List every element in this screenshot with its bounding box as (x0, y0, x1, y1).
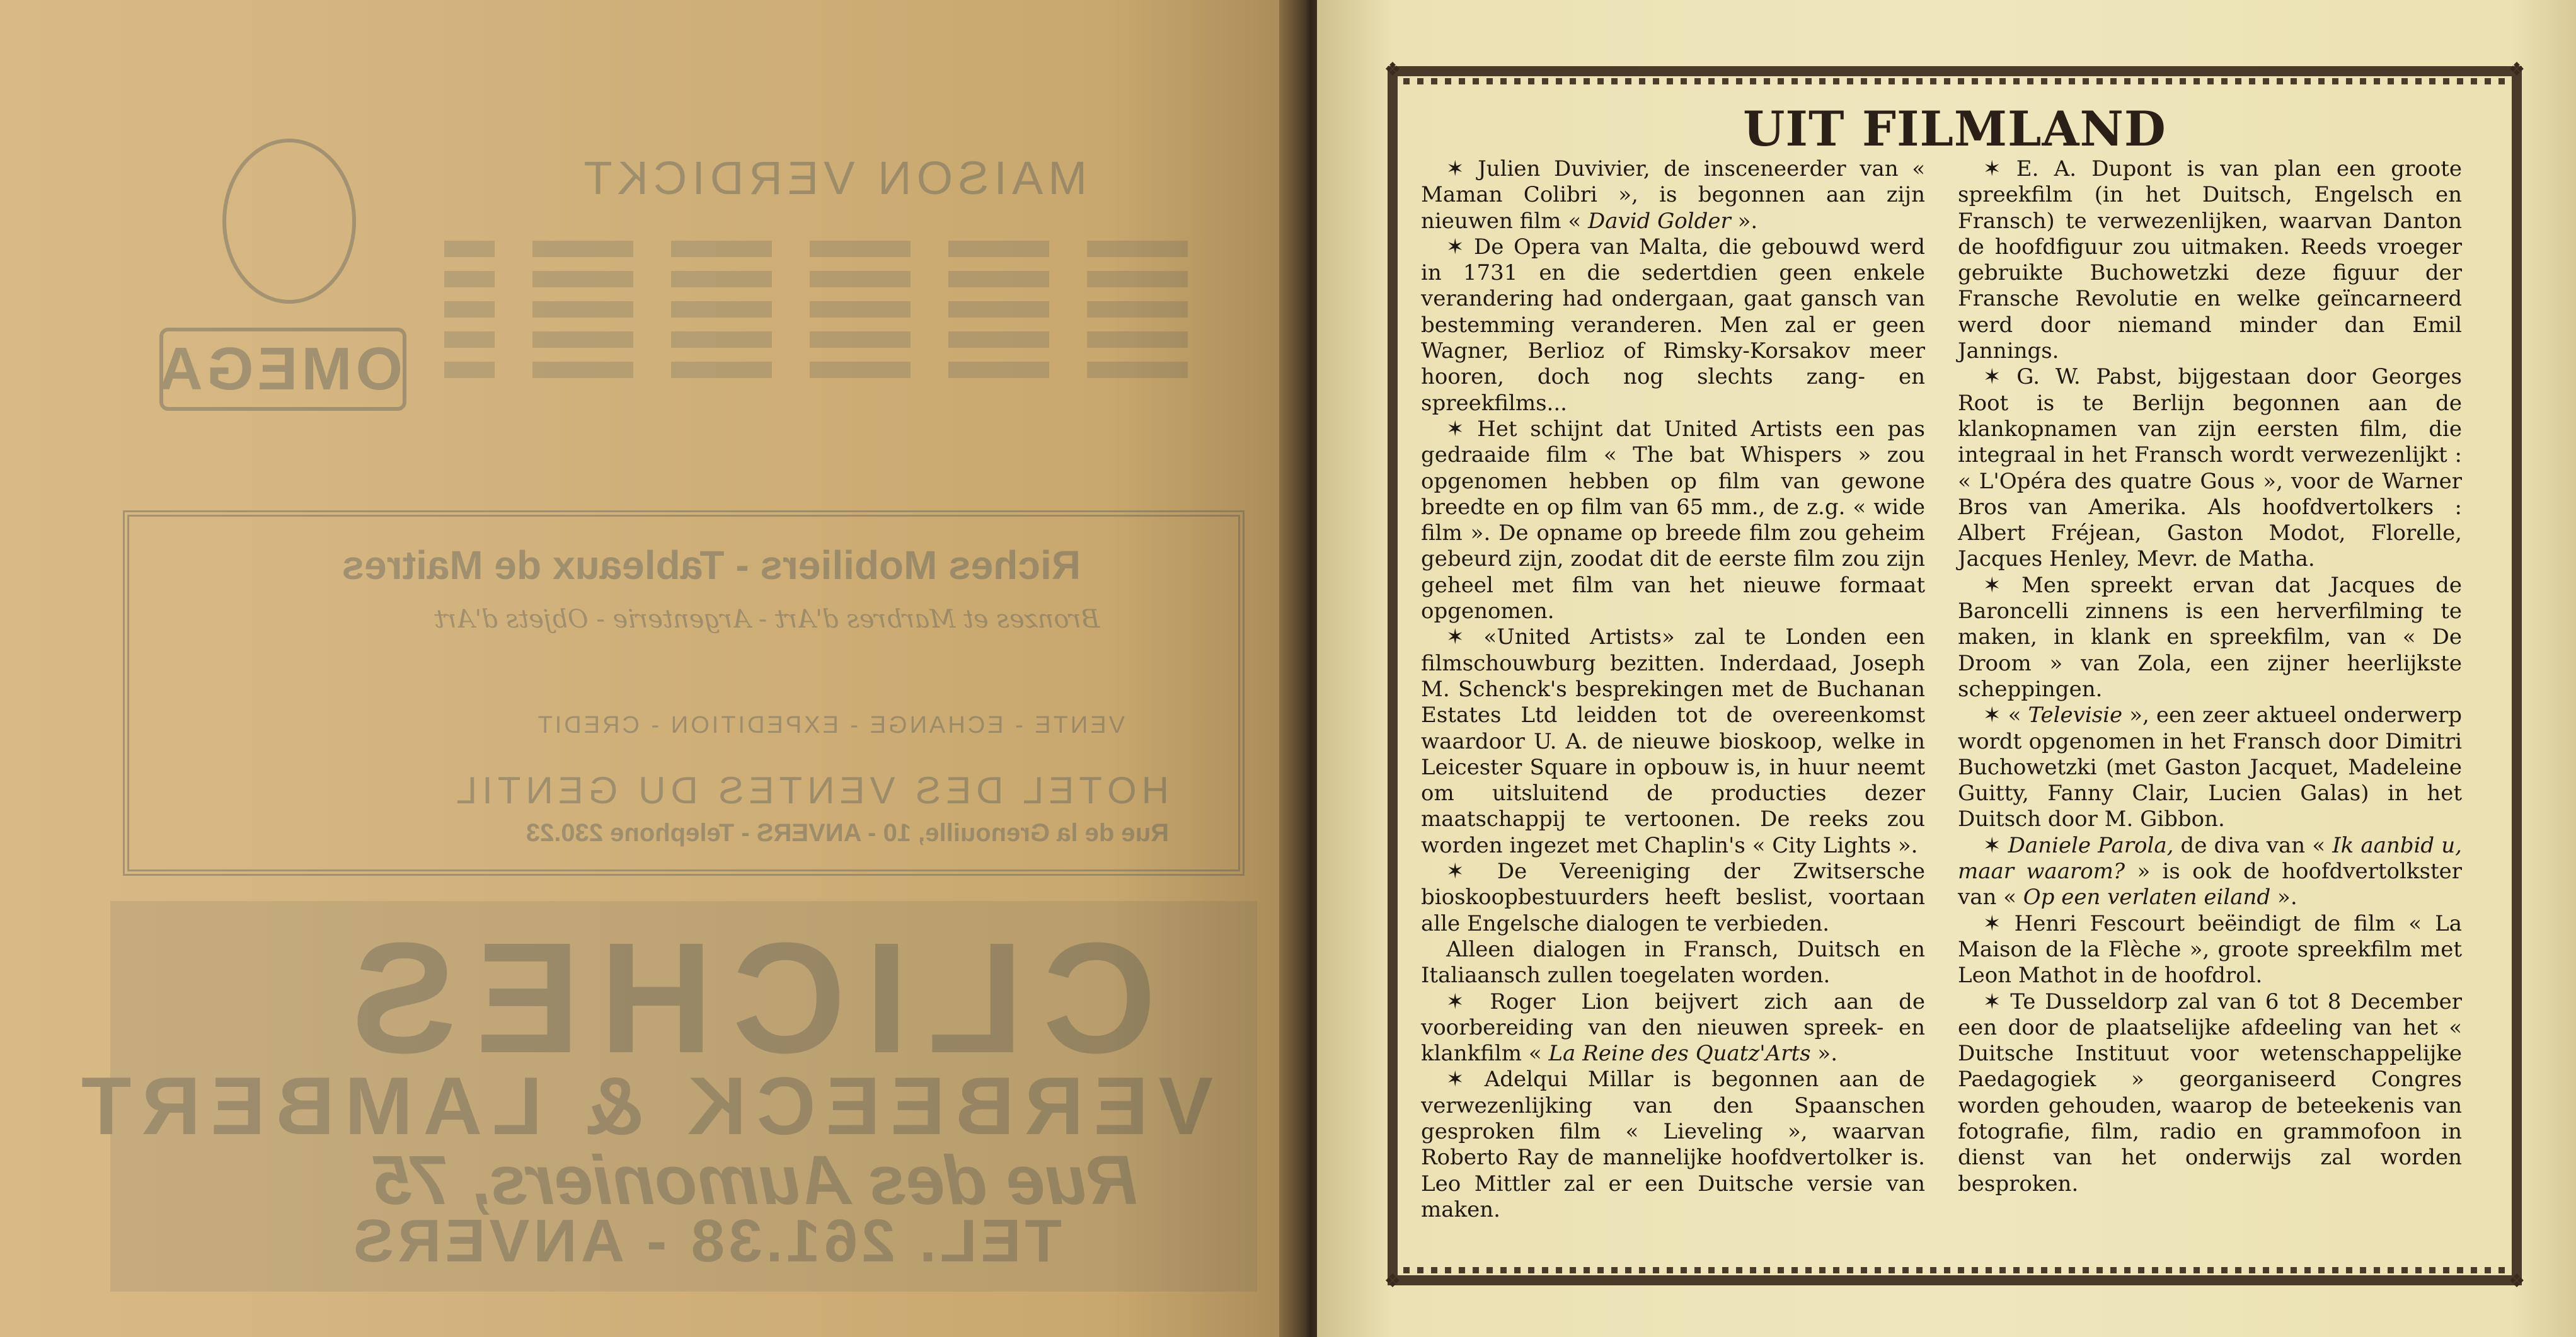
corner-ornament-icon: ❖ (1384, 1270, 1401, 1292)
star-bullet-icon: ✶ (1983, 156, 2016, 181)
ghost-lines (444, 227, 1188, 392)
star-bullet-icon: ✶ (1446, 234, 1475, 260)
column-left (1421, 156, 1925, 1223)
corner-ornament-icon: ❖ (2508, 1270, 2526, 1292)
star-bullet-icon: ✶ (1983, 989, 2011, 1014)
paragraph-text: Men spreekt ervan dat Jacques de Baroncelli zinnens is een herverfilming te maken, in klank en spreekfilm, van « De Droom » van Zola, een zijner heerlijkste scheppingen. (1958, 572, 2463, 702)
paragraph-text: E. A. Dupont is van plan een groote spreekfilm (in het Duitsch, Engelsch en Fransch) te verwezenlijken, waarvan Danton de hoofdfiguur zou uitmaken. Reeds vroeger gebruikte Buchowetzki deze figuur der Fransche Revolutie en welke geïncarneerd werd door niemand minder dan Emil Jannings. (1958, 156, 2462, 364)
corner-ornament-icon: ❖ (1384, 59, 1401, 81)
star-bullet-icon: ✶ (1983, 572, 2022, 598)
paragraph-text: Te Dusseldorp zal van 6 tot 8 December een door de plaatselijke afdeeling van het « Duitsche Instituut voor wetenschappelijke Paedagogiek » georganiseerd Congres worden gehouden, waarop de beteekenis van fotografie, film, radio en grammofoon in dienst van het onderwijs zal worden besproken. (1958, 989, 2463, 1196)
news-paragraph (1421, 859, 1925, 937)
news-paragraph (1958, 833, 2462, 911)
ghost-header (0, 145, 1301, 441)
star-bullet-icon: ✶ (1983, 364, 2017, 390)
ghost-box (123, 510, 1245, 876)
star-bullet-icon: ✶ (1446, 989, 1490, 1014)
paragraph-text: Julien Duvivier, de insceneerder van « Maman Colibri », is begonnen aan zijn nieuwen film « (1421, 156, 1926, 234)
news-paragraph (1958, 364, 2462, 572)
ghost-address: Rue de la Grenouille, 10 - ANVERS - Telephone 230.23 (526, 819, 1169, 847)
column-right (1958, 156, 2462, 1197)
paragraph-text: G. W. Pabst, bijgestaan door Georges Root is te Berlijn begonnen aan de klankopnamen van zijn eersten film, die integraal in het Fransch wordt verwezenlijkt : « L'Opéra des quatre Gous », voor de Warner Bros van Amerika. Als hoofdvertolkers : Albert Fréjean, Gaston Modot, Florelle, Jacques Henley, Mevr. de Matha. (1958, 364, 2462, 572)
paragraph-text: Het schijnt dat United Artists een pas gedraaide film « The bat Whispers » zou opgenomen hebben op film van gewone breedte en op film van 65 mm., de z.g. « wide film ». De opname op breede film zou geheim gebeurd zijn, zoodat dit de eerste film zou zijn geheel met film van het nieuwe formaat opgenomen. (1421, 416, 1926, 624)
news-paragraph (1958, 911, 2462, 989)
paragraph-text: Henri Fescourt beëindigt de film « La Maison de la Flèche », groote spreekfilm met Leon Mathot in de hoofdrol. (1958, 910, 2462, 989)
news-paragraph (1958, 703, 2462, 832)
ghost-hotel: HOTEL DES VENTES DU GENTIL (451, 769, 1169, 812)
paragraph-text: « (2008, 703, 2028, 728)
star-bullet-icon: ✶ (1983, 703, 2008, 728)
paragraph-text: », een zeer aktueel onderwerp wordt opgenomen in het Fransch door Dimitri Buchowetzki (met Gaston Jacquet, Madeleine Guitty, Fanny Clair, Lucien Galas) in het Duitsch door M. Gibbon. (1958, 703, 2463, 832)
italic-title: La Reine des Quatz'Arts (1548, 1041, 1811, 1067)
star-bullet-icon: ✶ (1446, 156, 1478, 181)
corner-ornament-icon: ❖ (2508, 59, 2526, 81)
paragraph-text: «United Artists» zal te Londen een filmschouwburg bezitten. Inderdaad, Joseph M. Schenck's besprekingen met de Buchanan Estates Ltd leidden tot de overeenkomst waardoor U. A. de nieuwe bioskoop, welke in Leicester Square in opbouw is, in huur neemt om uitsluitend de producties dezer maatschappij te vertoonen. De reeks zou worden ingezet met Chaplin's « City Lights ». (1421, 624, 1925, 858)
ornamental-frame (1384, 59, 2526, 1292)
paragraph-text: Adelqui Millar is begonnen aan de verwezenlijking van den Spaanschen gesproken film « Lieveling », waarvan Roberto Ray de mannelijke hoofdvertolker is. Leo Mittler zal er een Duitsche versie van maken. (1421, 1067, 1926, 1222)
italic-title: David Golder (1587, 208, 1731, 234)
right-page (1317, 0, 2576, 1337)
news-paragraph (1421, 416, 1925, 624)
italic-title: Op een verlaten eiland (2023, 885, 2271, 910)
news-paragraph (1421, 624, 1925, 859)
paragraph-text: De Vereeniging der Zwitsersche bioskoopbestuurders heeft beslist, voortaan alle Engelsche dialogen te verbieden. (1421, 859, 1925, 936)
paragraph-text: Roger Lion beijvert zich aan de voorbereiding van den nieuwen spreek- en klankfilm « (1421, 989, 1926, 1067)
paragraph-text: De Opera van Malta, die gebouwd werd in 1731 en die sedertdien geen enkele verandering had ondergaan, gaat gansch van bestemming veranderen. Men zal er geen Wagner, Berlioz of Rimsky-Korsakov meer hooren, doch nog slechts zang- en spreekfilms... (1421, 234, 1925, 416)
news-paragraph (1421, 937, 1925, 989)
ghost-big2: VERBEECK & LAMBERT (71, 1060, 1213, 1152)
ghost-brand: OMEGA (159, 328, 406, 411)
italic-title: Daniele Parola, (2008, 832, 2174, 858)
star-bullet-icon: ✶ (1983, 910, 2015, 936)
news-paragraph (1421, 234, 1925, 416)
news-paragraph (1421, 1067, 1925, 1223)
news-paragraph (1421, 989, 1925, 1067)
news-paragraph (1958, 989, 2462, 1197)
ghost-box-sub: Bronzes et Marbres d'Art - Argenterie - Objets d'Art (434, 605, 1100, 634)
star-bullet-icon: ✶ (1446, 624, 1484, 650)
paragraph-text: » is ook de hoofdvertolkster van « (1958, 859, 2462, 910)
star-bullet-icon: ✶ (1983, 832, 2008, 858)
star-bullet-icon: ✶ (1446, 859, 1497, 885)
italic-title: Televisie (2028, 703, 2123, 728)
star-bullet-icon: ✶ (1446, 1067, 1485, 1093)
ghost-shop: MAISON VERDICKT (578, 152, 1087, 204)
news-paragraph (1421, 156, 1925, 234)
news-paragraph (1958, 156, 2462, 364)
paragraph-text: ». (1810, 1041, 1837, 1067)
ghost-big3: Rue des Aumoniers, 75 (373, 1142, 1137, 1219)
ghost-box-mid: VENTE - ECHANGE - EXPEDITION - CREDIT (535, 712, 1125, 738)
paragraph-text: ». (1730, 208, 1758, 234)
news-paragraph (1958, 573, 2462, 703)
ghost-big1: CLICHES (332, 910, 1156, 1086)
paragraph-text: ». (2270, 885, 2297, 910)
ghost-box-head: Riches Mobiliers - Tableaux de Maitres (342, 542, 1081, 588)
paragraph-text: de diva van « (2173, 832, 2333, 858)
italic-title: Ik aanbid u, maar waarom? (1958, 832, 2462, 885)
star-bullet-icon: ✶ (1446, 416, 1478, 442)
page-title: UIT FILMLAND (1743, 101, 2166, 157)
ghost-big4: TEL. 261.38 - ANVERS (349, 1207, 1062, 1275)
paragraph-text: Alleen dialogen in Fransch, Duitsch en Italiaansch zullen toegelaten worden. (1421, 936, 1925, 989)
watch-icon (222, 139, 356, 304)
